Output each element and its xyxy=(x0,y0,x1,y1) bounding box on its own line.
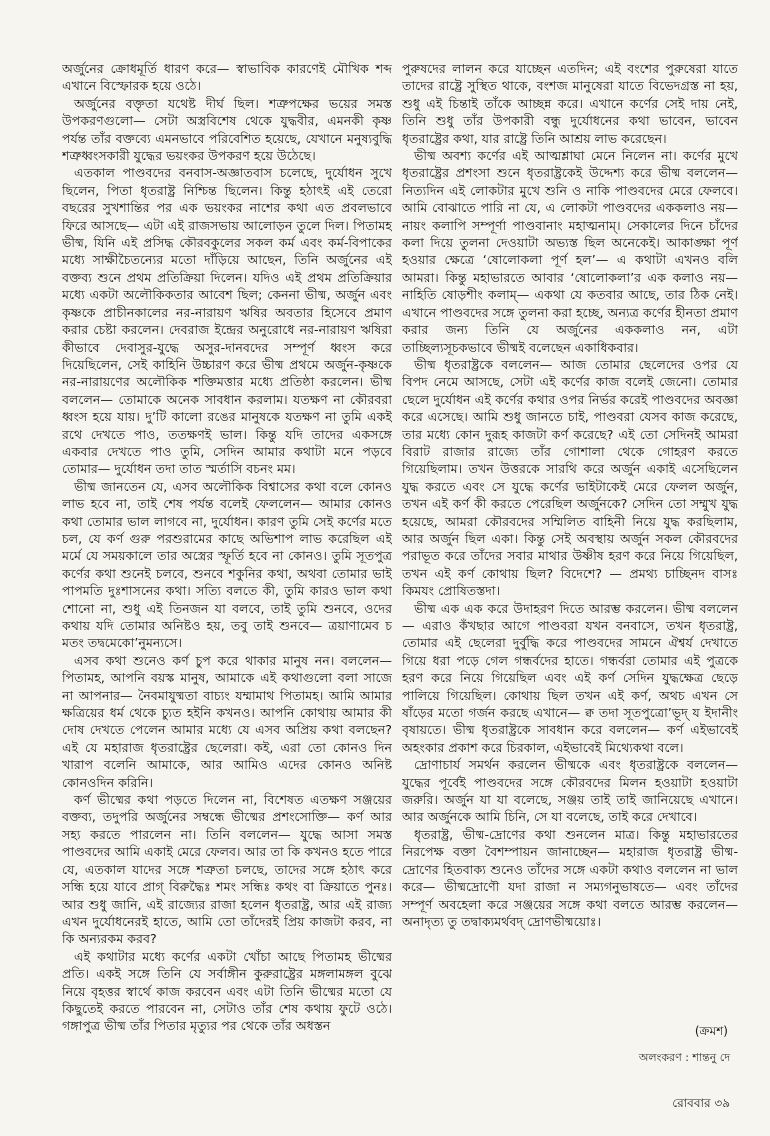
paragraph: ভীষ্ম অবশ্য কর্ণের এই আত্মশ্লাঘা মেনে নিলেন না। কর্ণের মুখে ধৃতরাষ্ট্রের প্রশংসা শুনে ধৃতরাষ্ট্রকেই উদ্দেশ্য করে ভীষ্ম বললেন— নিত্যদিন এই লোকটার মুখে শুনি ও নাকি পাণ্ডবদের মেরে ফেলবে। আমি বোঝাতে পারি না যে, এ লোকটা পাণ্ডবদের এককলাও নয়— নায়ং কলাপি সম্পূর্ণা পাণ্ডবানাং মহাত্মনাম্‌। সেকালের দিনে চাঁদের কলা দিয়ে তুলনা দেওয়াটা অভ্যস্ত ছিল অনেকেই। আকাঙ্ক্ষা পূর্ণ হওয়ার ক্ষেত্রে ‘ষোলোকলা পূর্ণ হল’— এ কথাটা এখনও বলি আমরা। কিন্তু মহাভারতে আবার ‘ষোলোকলা’র এক কলাও নয়— নাহিতি ষোড়শীং কলাম্‌— একথা যে কতবার আছে, তার ঠিক নেই। এখানে পাণ্ডবদের সঙ্গে তুলনা করা হচ্ছে, অন্যত্র কর্ণের হীনতা প্রমাণ করার জন্য তিনি যে অর্জুনের এককলাও নন, এটা তাচ্ছিল্যসূচকভাবে ভীষ্মই বলেছেন একাধিকবার। xyxy=(402,148,738,355)
left-column xyxy=(62,60,392,1092)
paragraph: ভীষ্ম ধৃতরাষ্ট্রকে বললেন— আজ তোমার ছেলেদের ওপর যে বিপদ নেমে আসছে, সেটা এই কর্ণের কাজ বলেই জেনো। তোমার ছেলে দুর্যোধন এই কর্ণের কথার ওপর নির্ভর করেই পাণ্ডবদের অবজ্ঞা করে এসেছে। আমি শুধু জানতে চাই, পাণ্ডবরা যেসব কাজ করেছে, তার মধ্যে কোন দুরূহ কাজটা কর্ণ করেছে? এই তো সেদিনই আমরা বিরাট রাজার রাজ্যে তাঁর গোশালা থেকে গোহরণ করতে গিয়েছিলাম। তখন উত্তরকে সারথি করে অর্জুন একাই এসেছিলেন যুদ্ধ করতে এবং সে যুদ্ধে কর্ণের ভাইটাকেই মেরে ফেলল অর্জুন, তখন এই কর্ণ কী করতে পেরেছিল অর্জুনকে? সেদিন তো সম্মুখ যুদ্ধ হয়েছে, আমরা কৌরবদের সম্মিলিত বাহিনী নিয়ে যুদ্ধ করছিলাম, আর অর্জুন ছিল একা। কিন্তু সেই অবস্থায় অর্জুন সকল কৌরবদের পরাভূত করে তাঁদের সবার মাথার উষ্ণীষ হরণ করে নিয়ে গিয়েছিল, তখন এই কর্ণ কোথায় ছিল? বিদেশে? — প্রমথ্য চাচ্ছিনদ বাসঃ কিমযং প্রোষিতস্তদা। xyxy=(402,356,738,599)
paragraph: অর্জুনের বক্তৃতা যথেষ্ট দীর্ঘ ছিল। শত্রুপক্ষের ভয়ের সমস্ত উপকরণগুলো— সেটা অস্ত্রবিশেষ থেকে যুদ্ধবীর, এমনকী কৃষ্ণ পর্যন্ত তাঁর বক্তব্যে এমনভাবে পরিবেশিত হয়েছে, যেখানে মনুষ্যবুদ্ধি শত্রুধ্বংসকারী যুদ্ধের ভয়ংকর উপকরণ হয়ে উঠেছে। xyxy=(62,95,392,164)
column-gutter xyxy=(396,60,397,1090)
continued-label: (ক্রমশ) xyxy=(694,1024,728,1038)
paragraph: ধৃতরাষ্ট্র, ভীষ্ম-দ্রোণের কথা শুনলেন মাত্র। কিন্তু মহাভারতের নিরপেক্ষ বক্তা বৈশম্পায়ন জানাচ্ছেন— মহারাজ ধৃতরাষ্ট্র ভীষ্ম-দ্রোণের হিতবাক্য শুনেও তাঁদের সঙ্গে একটা কথাও বললেন না ভাল করে— ভীষ্মদ্রোণৌ যদা রাজা ন সম্যগনুভাষতে— এবং তাঁদের সম্পূর্ণ অবহেলা করে সঞ্জয়ের সঙ্গে কথা বলতে আরম্ভ করলেন— অনাদৃত্য তু তদ্বাক্যমর্থবদ্‌ দ্রোণভীষ্ময়োঃ। xyxy=(402,826,738,929)
paragraph: অর্জুনের ক্রোধমূর্তি ধারণ করে— স্বাভাবিক কারণেই মৌখিক শব্দ এখানে বিস্ফোরক হয়ে ওঠে। xyxy=(62,61,392,94)
paragraph: এতকাল পাণ্ডবদের বনবাস-অজ্ঞাতবাস চলেছে, দুর্যোধন সুখে ছিলেন, পিতা ধৃতরাষ্ট্র নিশ্চিন্ত ছিলেন। কিন্তু হঠাৎই এই তেরো বছরের সুখশান্তির পর এক ভয়ংকর নাশের কথা এত প্রবলভাবে ফিরে আসছে— এটা এই রাজসভায় আলোড়ন তুলে দিল। পিতামহ ভীষ্ম, যিনি এই প্রসিদ্ধ কৌরবকুলের সকল কর্ম এবং কর্ম-বিপাকের মধ্যে সাক্ষীচৈতন্যের মতো দাঁড়িয়ে আছেন, তিনি অর্জুনের এই বক্তব্য শুনে প্রথম প্রতিক্রিয়া দিলেন। যদিও এই প্রথম প্রতিক্রিয়ার মধ্যে একটা অলৌকিকতার আবেশ ছিল; কেননা ভীষ্ম, অর্জুন এবং কৃষ্ণকে প্রাচীনকালের নর-নারায়ণ ঋষির অবতার হিসেবে প্রমাণ করার চেষ্টা করলেন। দেবরাজ ইন্দ্রের অনুরোধে নর-নারায়ণ ঋষিরা কীভাবে দেবাসুর-যুদ্ধে অসুর-দানবদের সম্পূর্ণ ধ্বংস করে দিয়েছিলেন, সেই কাহিনি উচ্চারণ করে ভীষ্ম প্রথমে অর্জুন-কৃষ্ণকে নর-নারায়ণের অলৌকিক শক্তিমত্তার মধ্যে প্রতিষ্ঠা করলেন। ভীষ্ম বললেন— তোমাকে অনেক সাবধান করলাম। যতক্ষণ না কৌরবরা ধ্বংস হয়ে যায়। দু’টি কালো রঙের মানুষকে যতক্ষণ না তুমি একই রথে দেখতে পাও, ততক্ষণই ভাল। কিন্তু যদি তাদের একসঙ্গে একবার দেখতে পাও তুমি, সেদিন আমার কথাটা মনে পড়বে তোমার— দুর্যোধন তদা তাত স্মর্তাসি বচনং মম। xyxy=(62,165,392,477)
right-column xyxy=(402,60,738,1048)
paragraph: এসব কথা শুনেও কর্ণ চুপ করে থাকার মানুষ নন। বললেন— পিতামহ, আপনি বয়স্ক মানুষ, আমাকে এই কথাগুলো বলা সাজে না আপনার— নৈবমাযুষ্মতা বাচ্যং যম্মামাথ পিতামহ। আমি আমার ক্ষত্রিয়ের ধর্ম থেকে চ্যুত হইনি কখনও। আপনি কোথায় আমার কী দোষ দেখতে পেলেন আমার মধ্যে যে এসব অপ্রিয় কথা বলছেন? এই যে মহারাজ ধৃতরাষ্ট্রের ছেলেরা। কই, এরা তো কোনও দিন খারাপ বলেনি আমাকে, আর আমিও এদের কোনও অনিষ্ট কোনওদিন করিনি। xyxy=(62,652,392,790)
paragraph: ভীষ্ম জানতেন যে, এসব অলৌকিক বিশ্বাসের কথা বলে কোনও লাভ হবে না, তাই শেষ পর্যন্ত বলেই ফেললেন— আমার কোনও কথা তোমার ভাল লাগবে না, দুর্যোধন। কারণ তুমি সেই কর্ণের মতে চল, যে কর্ণ গুরু পরশুরামের কাছে অভিশাপ লাভ করেছিল এই মর্মে যে সময়কালে তার অস্ত্রের স্ফূর্তি হবে না কোনও। তুমি সূতপুত্র কর্ণের কথা শুনেই চলবে, শুনবে শকুনির কথা, অথবা তোমার ভাই পাপমতি দুঃশাসনের কথা। সত্যি বলতে কী, তুমি কারও ভাল কথা শোনো না, শুধু এই তিনজন যা বলবে, তাই তুমি শুনবে, ওদের কথায় যদি তোমার অনিষ্টও হয়, তবু তাই শুনবে— ত্রয়াণামেব চ মতং তদ্বমেকো’নুমন্যসে। xyxy=(62,478,392,651)
paragraph: ভীষ্ম এক এক করে উদাহরণ দিতে আরম্ভ করলেন। ভীষ্ম বললেন— এরাও কঁখছার আগে পাণ্ডবরা যখন বনবাসে, তখন ধৃতরাষ্ট্র, তোমার এই ছেলেরা দুর্বুদ্ধি করে পাণ্ডবদের সামনে ঐশ্বর্য দেখাতে গিয়ে ধরা পড়ে গেল গন্ধর্বদের হাতে। গন্ধর্বরা তোমার এই পুত্রকে হরণ করে নিয়ে গিয়েছিল এবং এই কর্ণ সেদিন যুদ্ধক্ষেত্র ছেড়ে পালিয়ে গিয়েছিল। কোথায় ছিল তখন এই কর্ণ, অথচ এখন সে ষাঁড়ের মতো গর্জন করছে এখানে— ক্ব তদা সূতপুত্রো’ভূদ্ য ইদানীং বৃষায়তে। ভীষ্ম ধৃতরাষ্ট্রকে সাবধান করে বললেন— কর্ণ এইভাবেই অহংকার প্রকাশ করে চিরকাল, এইভাবেই মিথ্যেকথা বলে। xyxy=(402,600,738,755)
paragraph: এই কথাটার মধ্যে কর্ণের একটা খোঁচা আছে পিতামহ ভীষ্মের প্রতি। একই সঙ্গে তিনি যে সর্বাঙ্গীন কুরুরাষ্ট্রের মঙ্গলামঙ্গল বুঝে নিয়ে বৃহত্তর স্বার্থে কাজ করবেন এবং এটা তিনি ভীষ্মের মতো যে কিছুতেই করতে পারবেন না, সেটাও তাঁর শেষ কথায় ফুটে ওঠে। গঙ্গাপুত্র ভীষ্ম তাঁর পিতার মৃত্যুর পর থেকে তাঁর অধস্তন xyxy=(62,948,392,1034)
page-folio: রোববার ৩৯ xyxy=(672,1096,730,1110)
paragraph: দ্রোণাচার্য সমর্থন করলেন ভীষ্মকে এবং ধৃতরাষ্ট্রকে বললেন— যুদ্ধের পূর্বেই পাণ্ডবদের সঙ্গে কৌরবদের মিলন হওয়াটা হওয়াটা জরুরি। অর্জুন যা যা বলেছে, সঞ্জয় তাই তাই জানিয়েছে এখানে। আর অর্জুনকে আমি চিনি, সে যা বলেছে, তাই করে দেখাবে। xyxy=(402,757,738,825)
paragraph: পুরুষদের লালন করে যাচ্ছেন এতদিন; এই বংশের পুরুষেরা যাতে তাদের রাষ্ট্রে সুস্থিত থাকে, বংশজ মানুষেরা যাতে বিভেদগ্রস্ত না হয়, শুধু এই চিন্তাই তাঁকে আচ্ছন্ন করে। এখানে কর্ণের সেই দায় নেই, তিনি শুধু তাঁর উপকারী বন্ধু দুর্যোধনের কথা ভাবেন, ভাবেন ধৃতরাষ্ট্রের কথা, যার রাষ্ট্রে তিনি আশ্রয় লাভ করেছেন। xyxy=(402,61,738,146)
paragraph: কর্ণ ভীষ্মের কথা পড়তে দিলেন না, বিশেষত এতক্ষণ সঞ্জয়ের বক্তব্য, তদুপরি অর্জুনের সম্বন্ধে ভীষ্মের প্রশংসোক্তি— কর্ণ আর সহ্য করতে পারলেন না। তিনি বললেন— যুদ্ধে আসা সমস্ত পাণ্ডবদের আমি একাই মেরে ফেলব। আর তা কি কখনও হতে পারে যে, এতকাল যাদের সঙ্গে শত্রুতা চলছে, তাদের সঙ্গে হঠাৎ করে সন্ধি হয়ে যাবে প্রাগ্‌ বিরুদ্ধৈঃ শমং সন্ধিঃ কথং বা ক্রিয়াতে পুনঃ। আর শুধু জানি, এই রাজ্যের রাজা হলেন ধৃতরাষ্ট্র, আর এই রাজ্য এখন দুর্যোধনেরই হাতে, আমি তো তাঁদেরই প্রিয় কাজটা করব, না কি অন্যরকম করব? xyxy=(62,792,392,947)
illustration-credit: অলংকরণ : শান্তনু দে xyxy=(638,1051,730,1064)
